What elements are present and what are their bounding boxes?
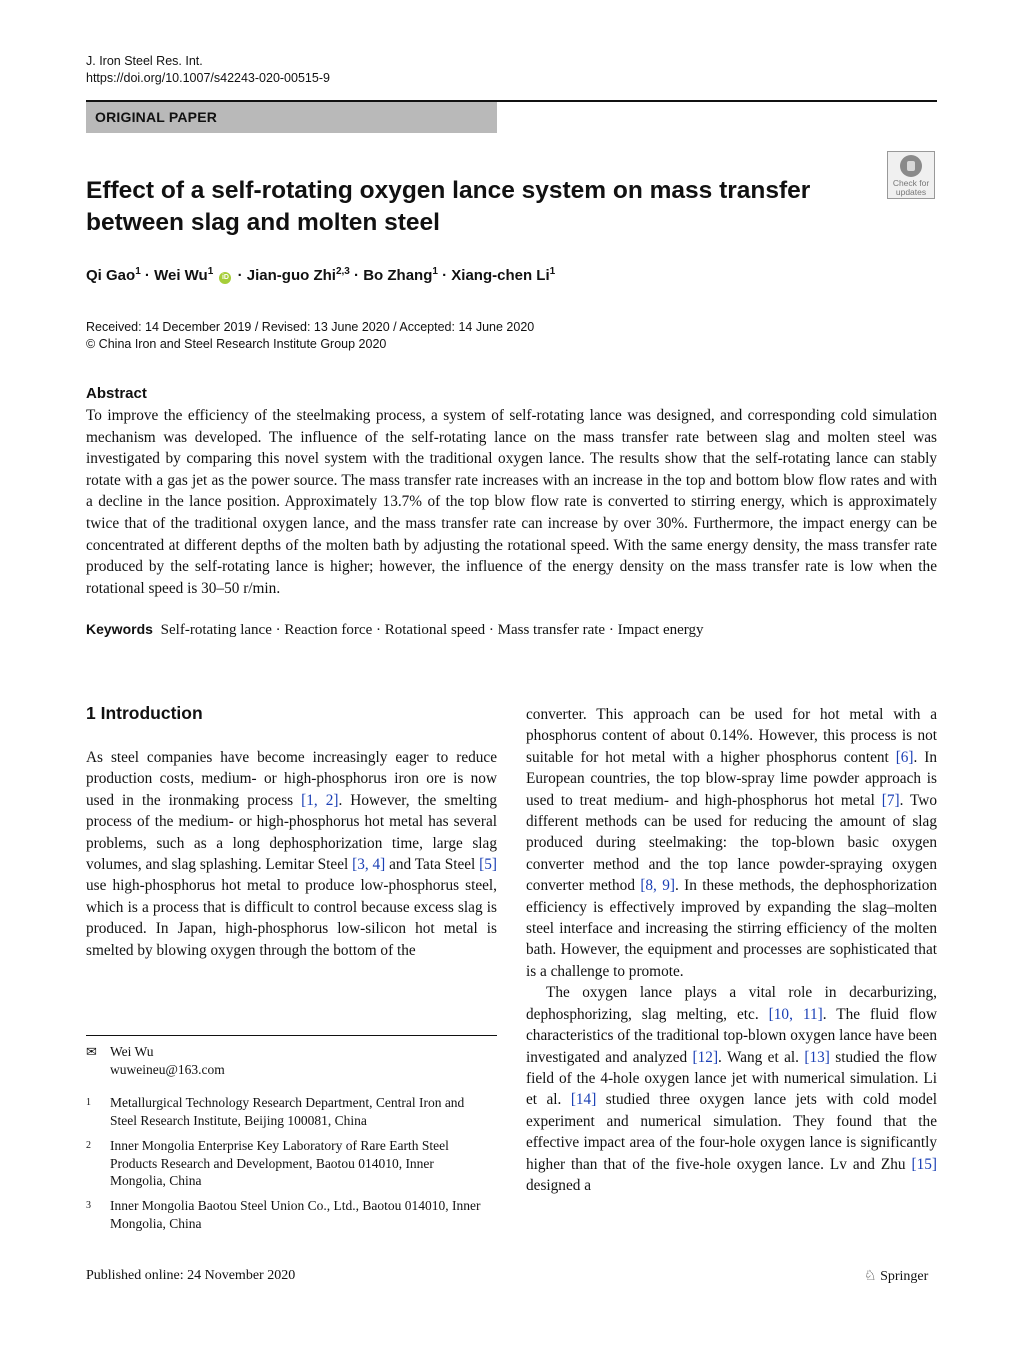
paragraph	[526, 982, 937, 1196]
affiliation: 2 Inner Mongolia Enterprise Key Laboratory of Rare Earth Steel Products Research and Development, Baotou 014010, Inner Mongolia, China	[86, 1138, 449, 1188]
bookmark-icon	[900, 155, 922, 177]
citation-link[interactable]: [8, 9]	[640, 877, 675, 895]
keywords-list: Self-rotating lance · Reaction force · Rotational speed · Mass transfer rate · Impact energy	[160, 622, 704, 638]
body-text: . Two different methods can be used for reducing the amount of slag produced during steelmaking: the top-blown basic oxygen converter method and the top lance powder-spraying oxygen converter method	[526, 791, 938, 895]
orcid-icon[interactable]: iD	[219, 272, 231, 284]
author-name[interactable]: Bo Zhang	[363, 267, 433, 284]
body-text: As steel companies have become increasingly eager to reduce production costs, medium- or high-phosphorus iron ore is now used in the ironmaking process	[86, 749, 497, 809]
section-heading: 1 Introduction	[86, 703, 203, 723]
article-type-label: ORIGINAL PAPER	[95, 109, 218, 125]
citation-link[interactable]: [15]	[911, 1155, 937, 1173]
author-name[interactable]: Jian-guo Zhi	[246, 267, 336, 284]
paragraph	[86, 747, 497, 961]
body-text: studied three oxygen lance jets with cold model experiment and numerical simulation. They found that the effective impact area of the four-hole oxygen lance is significantly higher than that of the five-hole oxygen lance. Lv and Zhu	[526, 1091, 937, 1173]
body-text: use high-phosphorus hot metal to produce low-phosphorus steel, which is a process that is difficult to control because excess slag is produced. In Japan, high-phosphorus low-silicon hot metal is smelted by blowing oxygen through the bottom of the	[86, 877, 497, 959]
keywords	[86, 621, 937, 639]
body-text: studied the flow field of the 4-hole oxygen lance jet with numerical simulation. Li et al.	[526, 1048, 937, 1109]
doi-link[interactable]: https://doi.org/10.1007/s42243-020-00515-9	[86, 71, 330, 85]
publication-dates	[86, 319, 534, 353]
body-text: designed a	[526, 1176, 591, 1194]
body-text: . However, the smelting process of the medium- or high-phosphorus hot metal has several problems, such as a long dephosphorization time, large slag volumes, and slag splashing. Lemitar Steel	[86, 791, 497, 874]
publisher-logo	[864, 1268, 928, 1285]
author-affiliation: 1	[549, 266, 556, 277]
springer-horse-icon: ♘	[864, 1269, 877, 1284]
abstract-heading: Abstract	[86, 385, 147, 402]
keywords-heading: Keywords	[86, 621, 153, 637]
body-text: and Tata Steel	[385, 856, 480, 874]
citation-link[interactable]: [1, 2]	[301, 791, 339, 809]
citation-link[interactable]: [3, 4]	[352, 856, 386, 874]
footnote-rule	[86, 1035, 497, 1036]
author-name[interactable]: Xiang-chen Li	[451, 267, 550, 284]
citation-link[interactable]: [12]	[692, 1048, 719, 1066]
author-list: Qi Gao$^1$ · Wei Wu$^1$ iD · Jian-guo Zhi$^{2,3}$ · Bo Zhang$^1$ · Xiang-chen Li$^1$	[86, 266, 556, 284]
paper-title	[86, 175, 846, 239]
body-text: converter. This approach can be used for hot metal with a phosphorus content of about 0.14%. However, this process is not suitable for hot metal with a higher phosphorus content	[526, 706, 937, 766]
envelope-icon: ✉	[86, 1044, 97, 1059]
publisher-name: Springer	[880, 1269, 929, 1284]
left-column-text	[86, 747, 497, 961]
citation-link[interactable]: [6]	[895, 748, 914, 766]
journal-name: J. Iron Steel Res. Int.	[86, 54, 203, 68]
article-type-bar	[86, 102, 497, 133]
citation-link[interactable]: [14]	[570, 1091, 597, 1109]
author-name[interactable]: Qi Gao	[86, 267, 136, 284]
badge-text: Check for updates	[892, 178, 930, 197]
body-text: . In European countries, the top blow-spray lime powder approach is used to treat medium- and high-phosphorus hot metal	[526, 748, 937, 809]
author-name[interactable]: Wei Wu	[154, 267, 208, 284]
corresponding-author: Wei Wu	[110, 1044, 154, 1059]
body-text: . The fluid flow characteristics of the traditional top-blown oxygen lance have been investigated and analyzed	[526, 1005, 937, 1066]
author-affiliation: 2,3	[335, 266, 350, 277]
abstract-text: To improve the efficiency of the steelmaking process, a system of self-rotating lance was designed, and corresponding cold simulation mechanism was developed. The influence of the self-rotating lance on the mass transfer rate between slag and molten steel was investigated by comparing this novel system with the traditional oxygen lance. The results show that the self-rotating lance can stably rotate with a gas jet as the power source. The mass transfer rate increases with an increase in the top and bottom blow flow rates and with a decline in the lance position. Approximately 13.7% of the top blow flow rate is converted to stirring energy, which is approximately twice that of the traditional oxygen lance, and the mass transfer rate can increase by over 30%. Furthermore, the impact energy can be concentrated at different depths of the molten bath by adjusting the rotational speed. With the same energy density, the mass transfer rate produced by the self-rotating lance is higher; however, the influence of the energy density on the mass transfer rate is low when the rotational speed is 30–50 r/min.	[86, 407, 937, 597]
citation-link[interactable]: [10, 11]	[768, 1005, 823, 1023]
citation-link[interactable]: [5]	[479, 856, 497, 874]
author-email[interactable]: wuweineu@163.com	[110, 1061, 225, 1077]
published-online: Published online: 24 November 2020	[86, 1268, 296, 1283]
author-affiliation: 1	[207, 266, 214, 277]
journal-info	[86, 53, 330, 87]
affiliation: 1 Metallurgical Technology Research Department, Central Iron and Steel Research Institute, Beijing 100081, China	[86, 1095, 465, 1128]
author-affiliation: 1	[135, 266, 141, 277]
body-text: . Wang et al.	[718, 1048, 805, 1066]
paragraph	[526, 704, 937, 982]
affiliation: 3 Inner Mongolia Baotou Steel Union Co., Ltd., Baotou 014010, Inner Mongolia, China	[86, 1198, 481, 1231]
check-for-updates-badge[interactable]	[887, 151, 935, 199]
citation-link[interactable]: [7]	[881, 791, 900, 809]
right-column-text	[526, 704, 937, 1196]
title-line-1: Effect of a self-rotating oxygen lance system on mass transfer	[86, 177, 811, 204]
citation-link[interactable]: [13]	[804, 1048, 830, 1066]
title-line-2: between slag and molten steel	[86, 209, 440, 236]
copyright-line: © China Iron and Steel Research Institute Group 2020	[86, 337, 387, 351]
history-dates: Received: 14 December 2019 / Revised: 13 June 2020 / Accepted: 14 June 2020	[86, 320, 535, 334]
body-text: . In these methods, the dephosphorization efficiency is effectively improved by expanding the slag–molten steel interface and increasing the stirring efficiency of the molten bath. However, the equipment and processes are sophisticated that is a challenge to promote.	[526, 877, 937, 980]
author-affiliation: 1	[432, 266, 438, 277]
body-text: The oxygen lance plays a vital role in decarburizing, dephosphorizing, slag melting, etc.	[526, 984, 937, 1023]
